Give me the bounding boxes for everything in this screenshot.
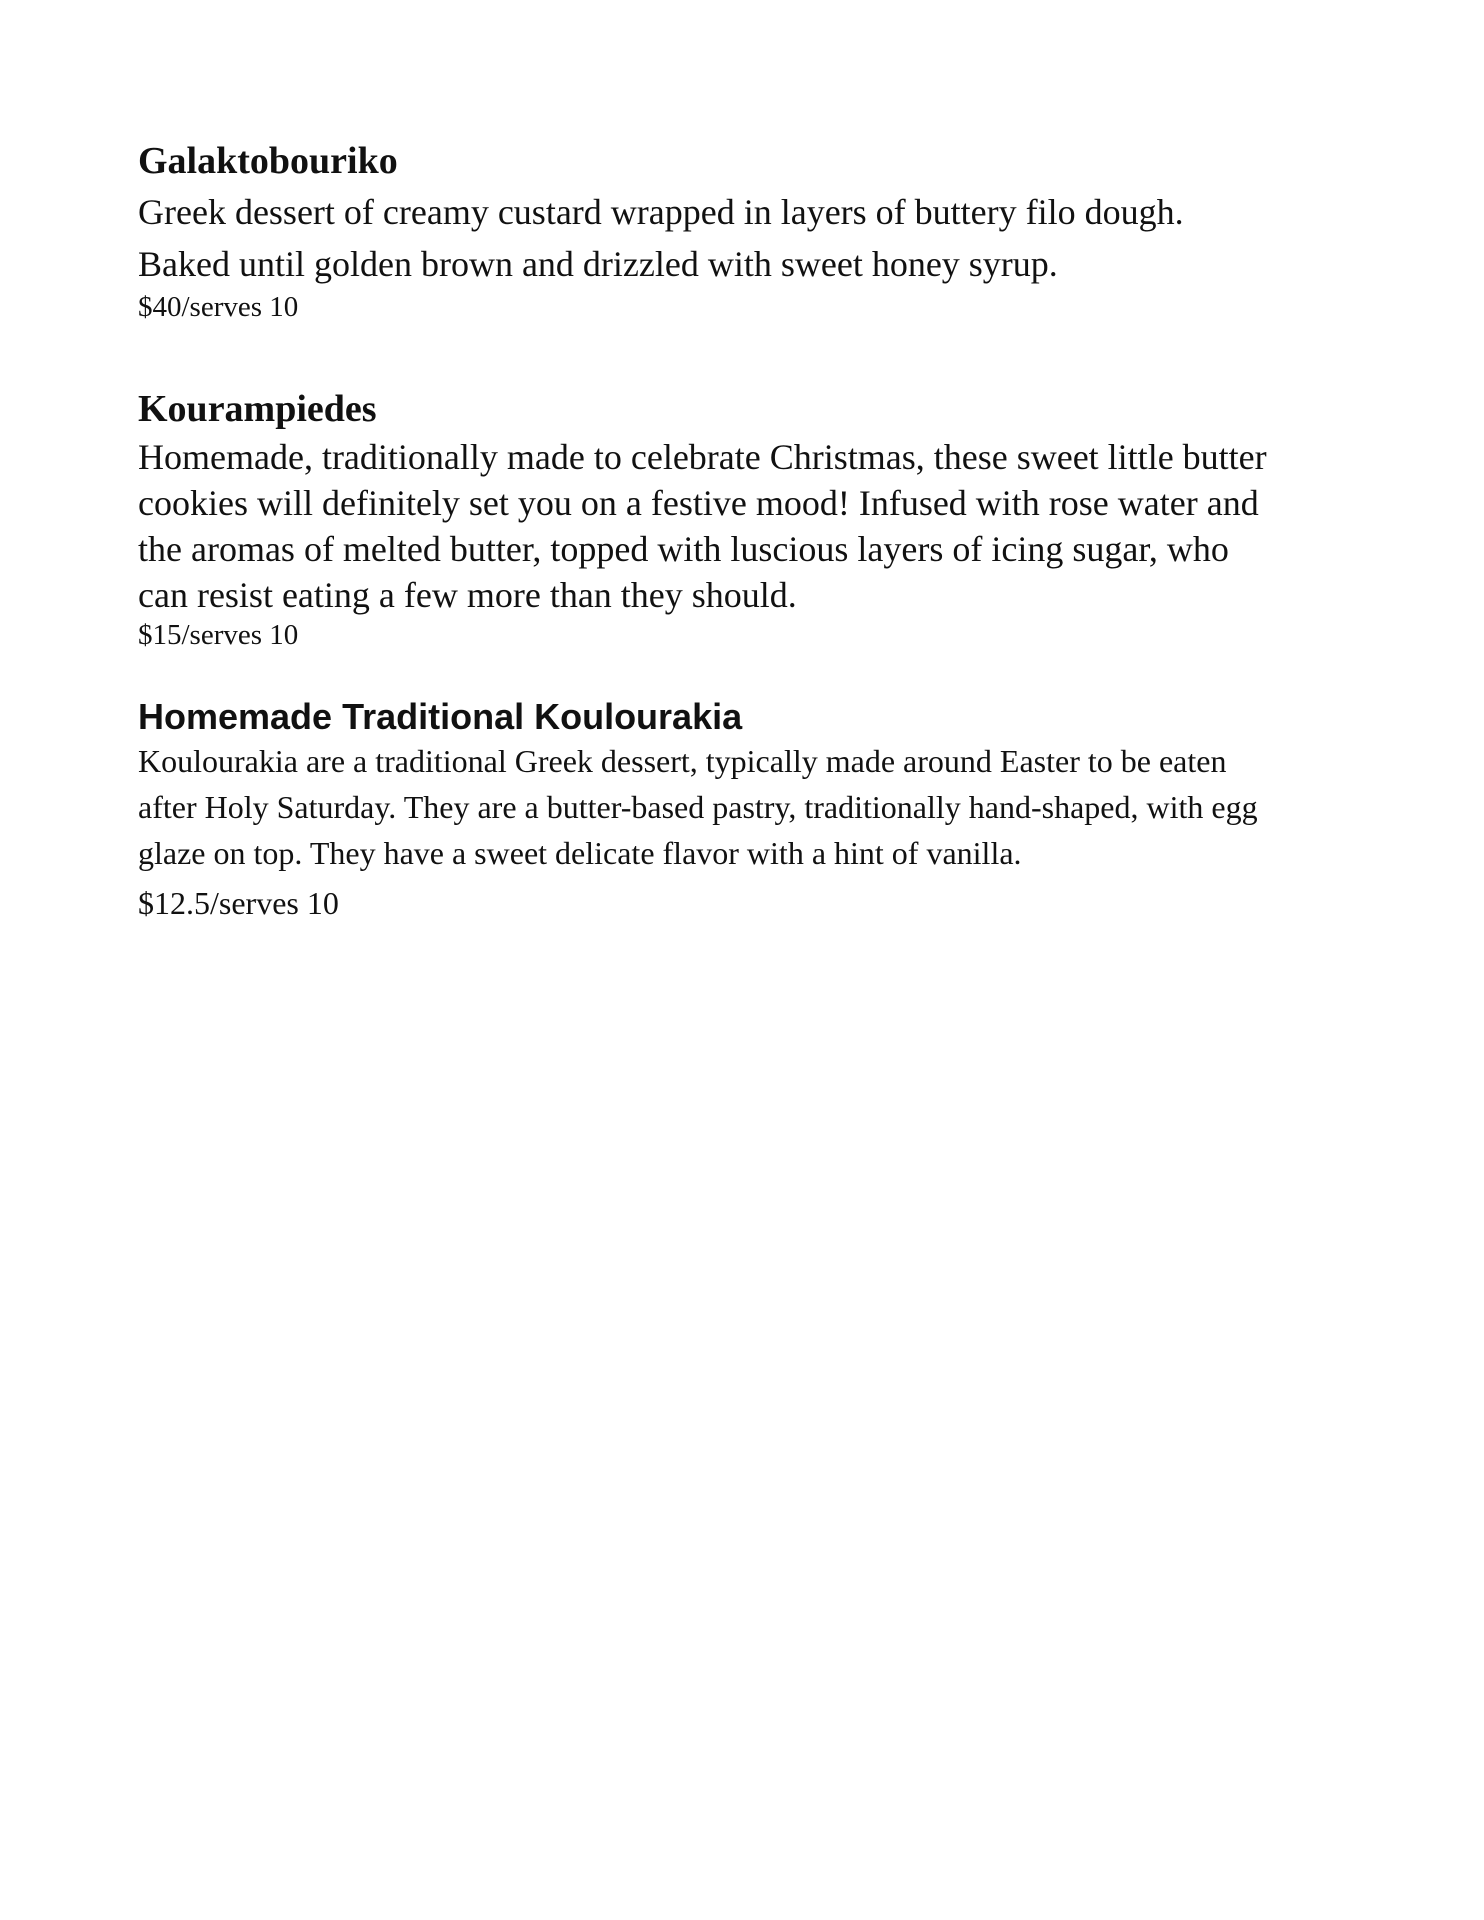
item-title: Homemade Traditional Koulourakia bbox=[138, 696, 743, 737]
item-description bbox=[138, 434, 1348, 618]
menu-item-kourampiedes bbox=[138, 388, 1348, 652]
description-line: glaze on top. They have a sweet delicate flavor with a hint of vanilla. bbox=[138, 835, 1022, 871]
menu-item-galaktobouriko bbox=[138, 140, 1348, 324]
description-line: Koulourakia are a traditional Greek dessert, typically made around Easter to be eaten bbox=[138, 743, 1227, 779]
description-line: the aromas of melted butter, topped with luscious layers of icing sugar, who bbox=[138, 529, 1229, 569]
description-line: Homemade, traditionally made to celebrate Christmas, these sweet little butter bbox=[138, 437, 1267, 477]
item-price: $15/serves 10 bbox=[138, 619, 299, 651]
description-line: cookies will definitely set you on a festive mood! Infused with rose water and bbox=[138, 483, 1259, 523]
description-line: can resist eating a few more than they should. bbox=[138, 575, 797, 615]
item-title: Kourampiedes bbox=[138, 388, 377, 430]
item-price: $12.5/serves 10 bbox=[138, 885, 339, 921]
item-price: $40/serves 10 bbox=[138, 291, 299, 323]
item-title: Galaktobouriko bbox=[138, 140, 398, 182]
menu-item-koulourakia bbox=[138, 696, 1348, 922]
description-line: Baked until golden brown and drizzled with sweet honey syrup. bbox=[138, 244, 1058, 284]
description-line: Greek dessert of creamy custard wrapped in layers of buttery filo dough. bbox=[138, 192, 1184, 232]
description-line: after Holy Saturday. They are a butter-based pastry, traditionally hand-shaped, with egg bbox=[138, 789, 1258, 825]
item-description bbox=[138, 186, 1348, 290]
item-description bbox=[138, 738, 1348, 876]
